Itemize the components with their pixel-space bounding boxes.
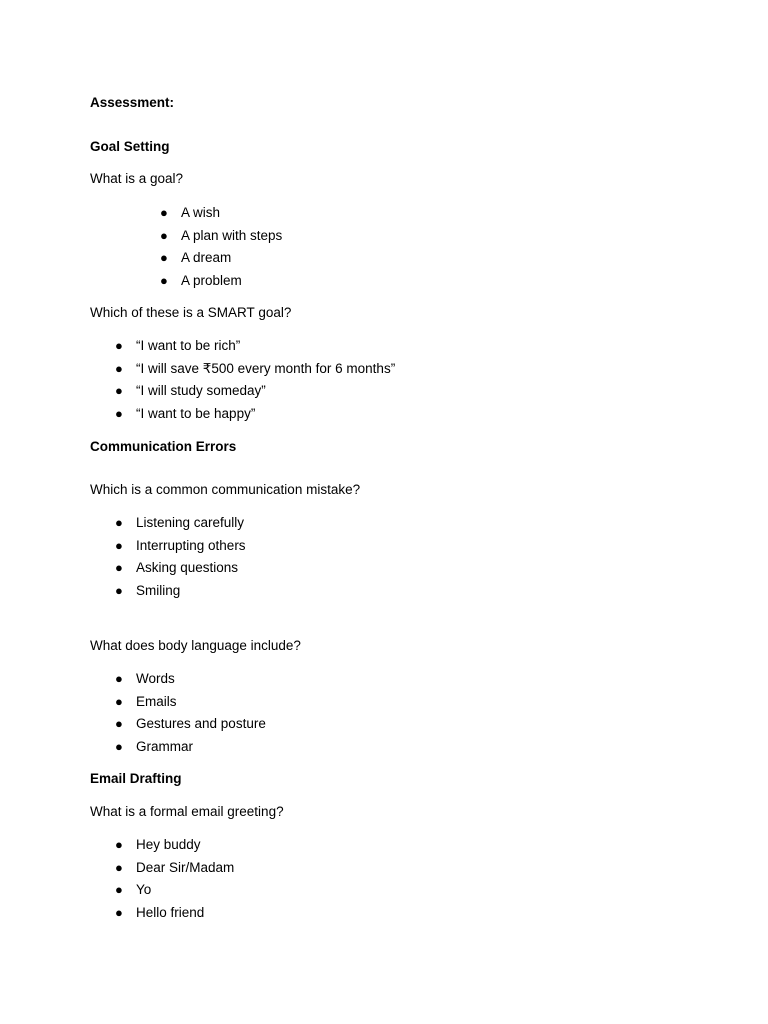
option-text: Dear Sir/Madam [136,859,235,875]
list-item [115,859,235,882]
option-text: Asking questions [136,560,239,576]
option-text: Smiling [136,583,181,599]
answer-options-list [115,836,235,927]
bullet-icon: ● [115,560,123,576]
list-item [160,204,282,227]
answer-options-list [115,337,396,428]
bullet-icon: ● [160,273,168,289]
question-text: What is a formal email greeting? [90,804,284,819]
list-item [160,249,282,272]
bullet-icon: ● [115,859,123,875]
question-text: What does body language include? [90,638,301,653]
bullet-icon: ● [115,383,123,399]
option-text: Interrupting others [136,537,246,553]
bullet-icon: ● [115,739,123,755]
question-text: Which is a common communication mistake? [90,482,361,497]
list-item [160,272,282,295]
option-text: Yo [136,882,152,898]
list-item [115,537,246,560]
list-item [115,836,234,859]
option-text: Words [136,671,175,686]
list-item [115,582,246,605]
answer-options-list [115,670,266,761]
option-text: Listening carefully [136,515,245,530]
document-title: Assessment: [90,95,175,110]
bullet-icon: ● [115,406,123,422]
list-item [115,670,266,693]
bullet-icon: ● [115,537,123,553]
bullet-icon: ● [115,671,123,686]
option-text: “I want to be rich” [136,338,241,353]
bullet-icon: ● [115,693,123,709]
question-text: What is a goal? [90,171,184,186]
list-item [115,738,266,761]
list-item [115,693,266,716]
list-item [115,360,396,383]
option-text: Hello friend [136,905,205,921]
list-item [115,715,266,738]
list-item [115,337,395,360]
bullet-icon: ● [115,515,123,530]
option-text: Gestures and posture [136,716,266,732]
bullet-icon: ● [160,227,168,243]
answer-options-list [115,514,246,605]
bullet-icon: ● [115,716,123,732]
option-text: A plan with steps [181,227,283,243]
option-text: A wish [181,205,221,220]
section-heading-communication-errors: Communication Errors [90,439,237,454]
bullet-icon: ● [115,837,123,852]
bullet-icon: ● [115,583,123,599]
list-item [160,227,283,250]
option-text: “I will save ₹500 every month for 6 months” [136,360,396,376]
list-item [115,405,395,428]
option-text: Grammar [136,739,193,755]
option-text: “I will study someday” [136,383,266,399]
bullet-icon: ● [115,882,123,898]
bullet-icon: ● [160,205,168,220]
option-text: Emails [136,693,177,709]
bullet-icon: ● [115,360,123,376]
section-heading-email-drafting: Email Drafting [90,771,182,786]
question-text: Which of these is a SMART goal? [90,305,292,320]
option-text: A problem [181,273,242,289]
bullet-icon: ● [115,338,123,353]
bullet-icon: ● [115,905,123,921]
section-heading-goal-setting: Goal Setting [90,139,170,154]
list-item [115,904,234,927]
answer-options-list [160,204,283,295]
option-text: A dream [181,250,232,266]
list-item [115,514,246,537]
list-item [115,382,395,405]
list-item [115,881,234,904]
option-text: “I want to be happy” [136,406,256,422]
list-item [115,559,246,582]
option-text: Hey buddy [136,837,201,852]
bullet-icon: ● [160,250,168,266]
